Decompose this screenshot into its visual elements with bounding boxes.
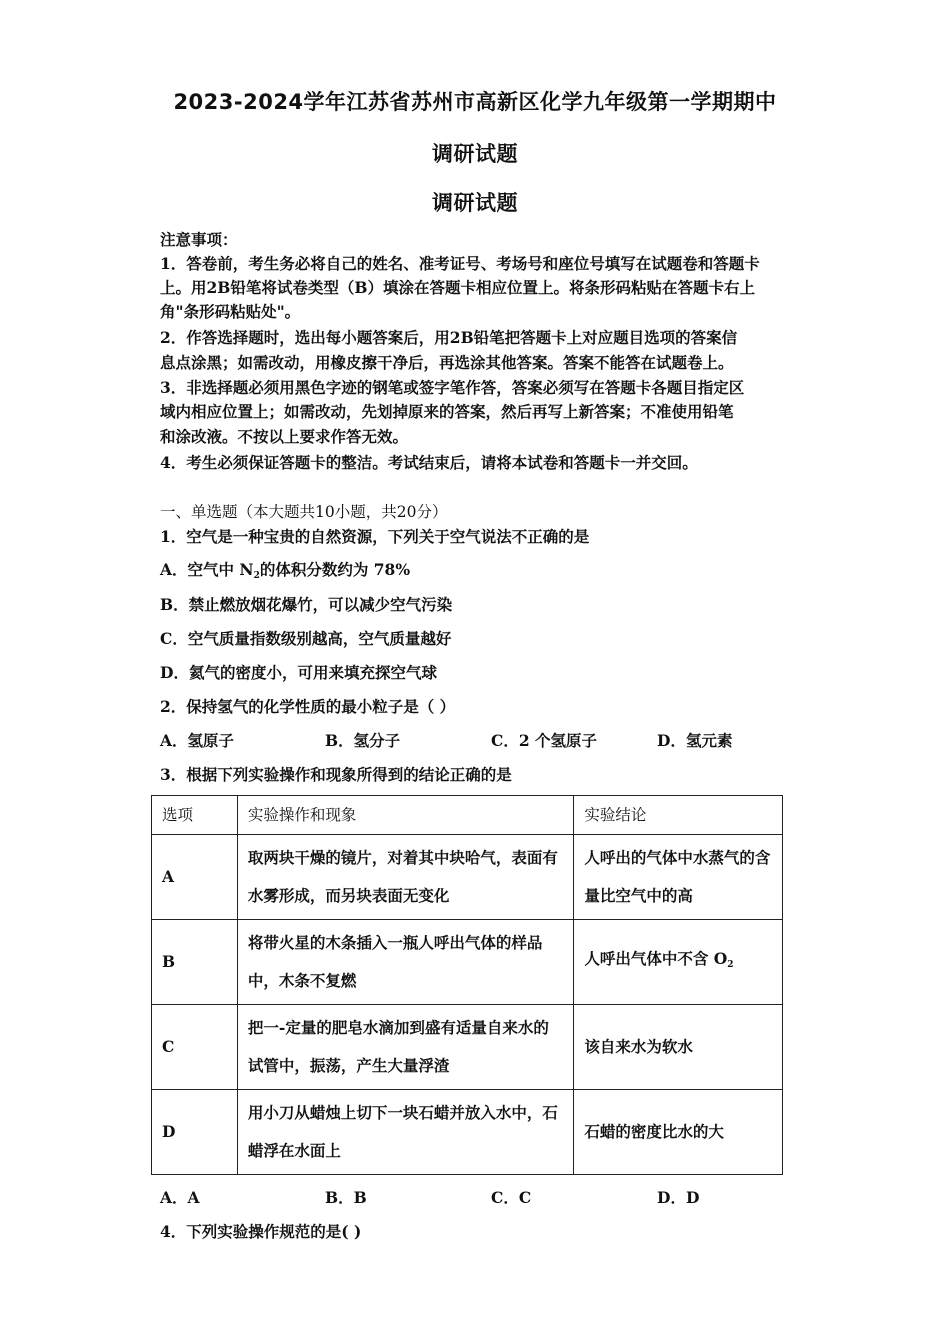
row-option: C <box>152 1005 238 1090</box>
q4-stem: 4．下列实验操作规范的是( ) <box>160 1222 362 1241</box>
table-row <box>152 1090 783 1175</box>
q2-stem: 2．保持氢气的化学性质的最小粒子是（ ） <box>160 697 456 716</box>
row-option: B <box>152 920 238 1005</box>
q2-option-c: C．2 个氢原子 <box>491 731 598 750</box>
subscript: 2 <box>253 571 260 581</box>
table-row <box>152 1005 783 1090</box>
q1-stem: 1．空气是一种宝贵的自然资源，下列关于空气说法不正确的是 <box>160 527 590 546</box>
row-operation: 用小刀从蜡烛上切下一块石蜡并放入水中，石蜡浮在水面上 <box>237 1090 573 1175</box>
q3-table <box>151 795 783 1175</box>
header-option: 选项 <box>152 796 238 835</box>
q2-option-a: A．氢原子 <box>160 731 235 750</box>
exam-title-line2: 调研试题 <box>432 142 518 166</box>
notice-line: 1．答卷前，考生务必将自己的姓名、准考证号、考场号和座位号填写在试题卷和答题卡 <box>160 254 760 273</box>
table-row <box>152 835 783 920</box>
notice-line: 3．非选择题必须用黑色字迹的钢笔或签字笔作答，答案必须写在答题卡各题目指定区 <box>160 378 745 397</box>
row-conclusion: 该自来水为软水 <box>574 1005 783 1090</box>
row-option: A <box>152 835 238 920</box>
row-conclusion-text: 人呼出气体中不含 O <box>584 949 728 968</box>
row-conclusion: 石蜡的密度比水的大 <box>574 1090 783 1175</box>
notice-line: 4．考生必须保证答题卡的整洁。考试结束后，请将本试卷和答题卡一并交回。 <box>160 453 698 472</box>
notice-heading: 注意事项： <box>160 230 238 249</box>
q1-option-a-post: 的体积分数约为 78% <box>259 560 411 579</box>
row-operation: 把一-定量的肥皂水滴加到盛有适量自来水的试管中，振荡，产生大量浮渣 <box>237 1005 573 1090</box>
q2-option-b: B．氢分子 <box>325 731 401 750</box>
q3-option-b: B．B <box>325 1188 367 1207</box>
notice-line: 角"条形码粘贴处"。 <box>160 302 301 321</box>
row-operation: 取两块干燥的镜片，对着其中块哈气，表面有水雾形成，而另块表面无变化 <box>237 835 573 920</box>
q1-option-a-pre: A．空气中 N <box>160 560 254 579</box>
exam-title-line1: 2023-2024学年江苏省苏州市高新区化学九年级第一学期期中 <box>173 90 777 114</box>
header-operation: 实验操作和现象 <box>237 796 573 835</box>
q2-option-d: D．氢元素 <box>657 731 733 750</box>
section-heading: 一、单选题（本大题共10小题，共20分） <box>160 503 448 521</box>
header-conclusion: 实验结论 <box>574 796 783 835</box>
q1-option-d: D．氦气的密度小，可用来填充探空气球 <box>160 663 437 682</box>
q1-option-b: B．禁止燃放烟花爆竹，可以减少空气污染 <box>160 595 453 614</box>
notice-line: 域内相应位置上；如需改动，先划掉原来的答案，然后再写上新答案；不准使用铅笔 <box>160 402 734 421</box>
table-header-row <box>152 796 783 835</box>
exam-subtitle: 调研试题 <box>432 191 518 215</box>
row-option: D <box>152 1090 238 1175</box>
q1-option-c: C．空气质量指数级别越高，空气质量越好 <box>160 629 452 648</box>
row-conclusion: 人呼出的气体中水蒸气的含量比空气中的高 <box>574 835 783 920</box>
q3-option-d: D．D <box>657 1188 700 1207</box>
notice-line: 息点涂黑；如需改动，用橡皮擦干净后，再选涂其他答案。答案不能答在试题卷上。 <box>160 353 734 372</box>
row-conclusion <box>574 920 783 1005</box>
notice-line: 上。用2B铅笔将试卷类型（B）填涂在答题卡相应位置上。将条形码粘贴在答题卡右上 <box>160 278 755 297</box>
q3-option-c: C．C <box>491 1188 532 1207</box>
q3-option-a: A．A <box>160 1188 200 1207</box>
notice-line: 2．作答选择题时，选出每小题答案后，用2B铅笔把答题卡上对应题目选项的答案信 <box>160 328 738 347</box>
q1-option-a <box>160 558 410 581</box>
row-operation: 将带火星的木条插入一瓶人呼出气体的样品中，木条不复燃 <box>237 920 573 1005</box>
notice-line: 和涂改液。不按以上要求作答无效。 <box>160 427 409 446</box>
table-row <box>152 920 783 1005</box>
subscript: 2 <box>727 960 734 970</box>
q3-stem: 3．根据下列实验操作和现象所得到的结论正确的是 <box>160 765 512 784</box>
